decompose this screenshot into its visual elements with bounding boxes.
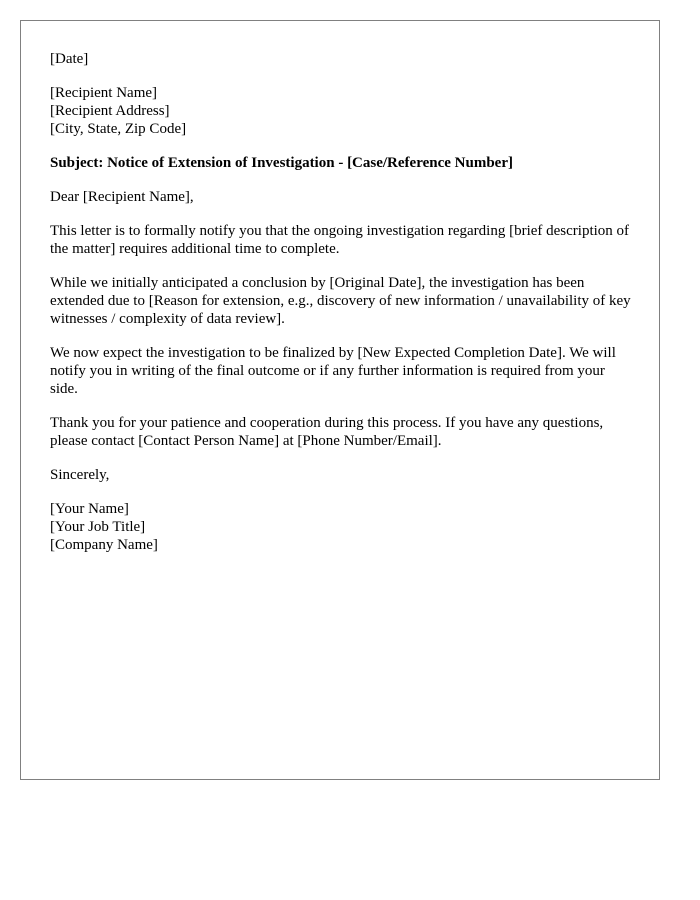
signature-job-title: [Your Job Title] [50,519,146,535]
letter-page [20,20,660,780]
subject-line: Subject: Notice of Extension of Investigation - [Case/Reference Number] [50,155,513,171]
salutation: Dear [Recipient Name], [50,189,194,205]
signature-block [50,500,631,554]
closing: Sincerely, [50,467,110,483]
recipient-city-state-zip: [City, State, Zip Code] [50,121,187,137]
body-paragraph-4: Thank you for your patience and cooperation during this process. If you have any questions, please contact [Contact Person Name] at [Phone Number/Email]. [50,415,604,449]
body-paragraph-3: We now expect the investigation to be finalized by [New Expected Completion Date]. We will notify you in writing of the final outcome or if any further information is required from your side. [50,345,616,397]
body-paragraph-2: While we initially anticipated a conclusion by [Original Date], the investigation has been extended due to [Reason for extension, e.g., discovery of new information / unavailability of key witnesses / complexity of data review]. [50,275,631,327]
letter-date: [Date] [50,51,89,67]
recipient-address: [Recipient Address] [50,103,170,119]
recipient-name: [Recipient Name] [50,85,158,101]
closing-block [50,466,631,484]
recipient-block [50,84,631,138]
signature-name: [Your Name] [50,501,129,517]
signature-company: [Company Name] [50,537,158,553]
date-block [50,50,631,68]
subject-block [50,154,631,172]
body-paragraph-1: This letter is to formally notify you that the ongoing investigation regarding [brief description of the matter] requires additional time to complete. [50,223,630,257]
salutation-block [50,188,631,206]
